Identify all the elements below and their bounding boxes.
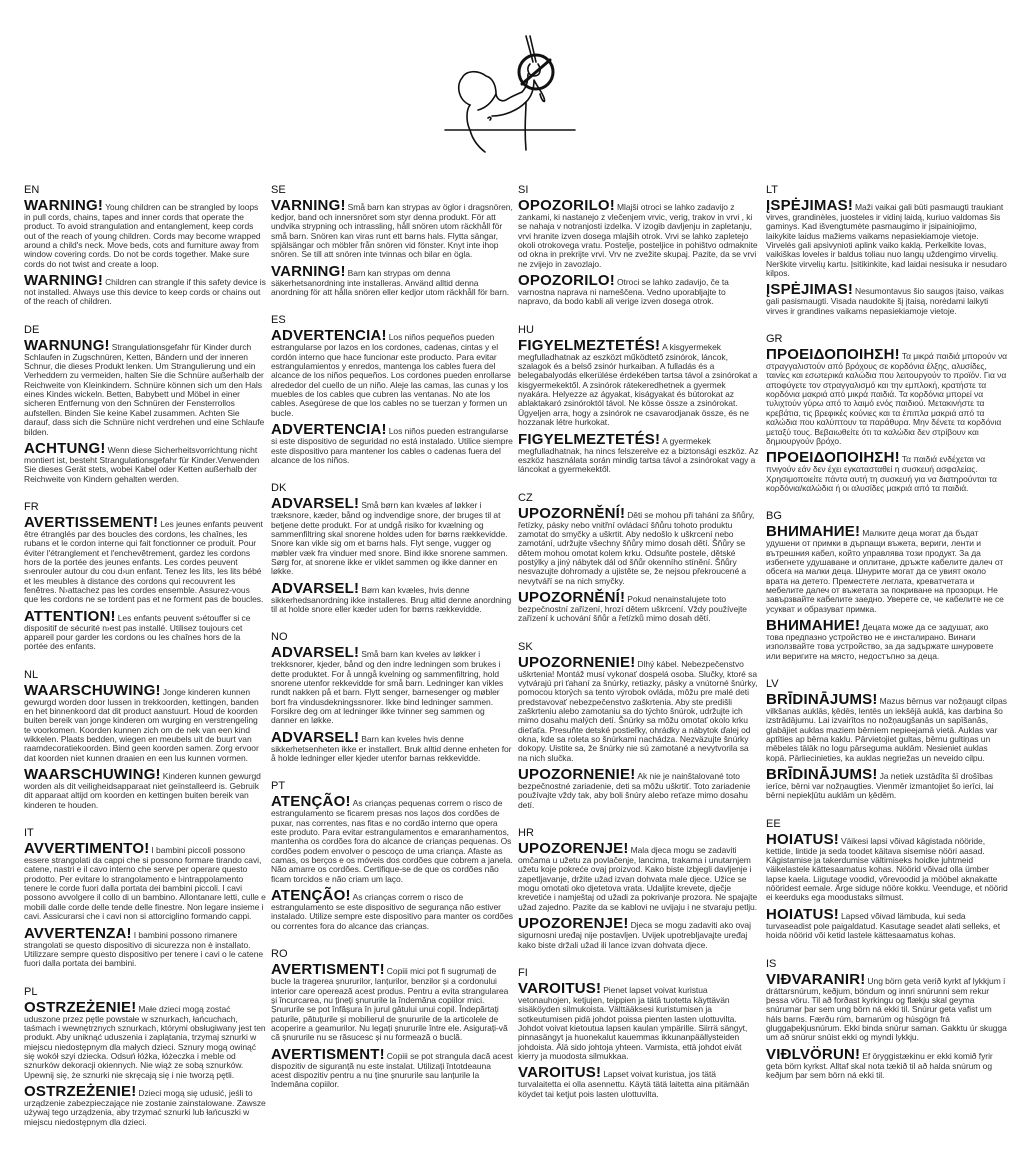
language-code: BG bbox=[766, 510, 782, 523]
warning-title: AVVERTENZA! bbox=[24, 924, 132, 942]
warning-title: ATENÇÃO! bbox=[271, 887, 351, 905]
warning-paragraph bbox=[24, 199, 266, 269]
warning-text: Τα παιδιά ενδέχεται να πνιγούν εάν δεν έχει εγκατασταθεί η συσκευή ασφαλείας. Χρησιμοποιείτε πάντα αυτή τη συσκευή για να διατηρούνται τα κορδόνια/καλώδια ή οι αλυσίδες μακριά από τα παιδιά. bbox=[766, 454, 997, 493]
warning-paragraph bbox=[766, 348, 1008, 446]
warning-text: Copiii mici pot fi sugrumați de bucle la tragerea șnururilor, lanțurilor, benzilor și a cordonului interior care operează acest produs. Pentru a evita strangularea și încurcarea, nu țineți șnururile la îndemâna copiilor mici. Șnururile se pot înfășura în jurul gâtului unui copil. Îndepărtați paturile, pătuțurile și mobilierul de șnururile de la articolele de acoperire a geamurilor. Nu legați șnururile între ele. Asigurați-vă că șnururile nu se răsucesc și nu formează o buclă. bbox=[271, 966, 509, 1043]
warning-text: Małe dzieci mogą zostać uduszone przez pętle powstałe w sznurkach, łańcuchach, taśmach i wewnętrznych sznurkach, którymi obsługiwany jest ten produkt. Aby uniknąć uduszenia i zaplątania, trzymaj sznurki w miejscu niedostępnym dla małych dzieci. Sznury mogą owinąć się wokół szyi dziecka. Odsuń łóżka, łóżeczka i meble od sznurków dekoracji okiennych. Nie wiąż ze sobą sznurków. Upewnij się, że sznurki nie skręcają się i nie tworzą pętli. bbox=[24, 1003, 266, 1080]
language-code: EN bbox=[24, 184, 40, 196]
language-section-it bbox=[24, 827, 266, 973]
warning-text: Børn kan kvæles, hvis denne sikkerhedsanordning ikke installeres. Brug altid denne anordning til at holde snore eller kæder uden for børns rækkevidde. bbox=[271, 584, 512, 614]
warning-title: ВНИМАНИЕ! bbox=[766, 616, 861, 634]
warning-title: WARNING! bbox=[24, 197, 104, 214]
language-section-no bbox=[271, 631, 513, 768]
warning-paragraph bbox=[271, 329, 513, 418]
warning-text: I bambini piccoli possono essere strangolati da cappi che si possono formare tirando cavi, catene, nastri e il cavo interno che serve per operare questo prodotto. Per evitare lo strangolamento e l›intrappolamento tenere le corde fuori dalla portata dei bambini piccoli. I cavi possono avvolgere il collo di un bambino. Allontanare letti, culle e mobili dalle corde delle tende delle finestre. Non legare insieme i cavi. Assicurarsi che i cavi non si attorciglino formando cappi. bbox=[24, 845, 266, 922]
language-section-de bbox=[24, 324, 266, 489]
warning-paragraph bbox=[766, 283, 1008, 316]
warning-paragraph bbox=[518, 842, 760, 912]
warning-paragraph bbox=[766, 970, 1008, 1043]
warning-paragraph bbox=[766, 768, 1008, 801]
warning-text: Τα μικρά παιδιά μπορούν να στραγγαλιστούν από βρόχους σε κορδόνια έλξης, αλυσίδες, ταινίες και εσωτερικά καλώδια που λειτουργούν το προϊόν. Για να αποφύγετε τον στραγγαλισμό και την εμπλοκή, κρατήστε τα κορδόνια μακριά από μικρά παιδιά. Τα κορδόνια μπορεί να τυλιχτούν γύρω από το λαιμό ενός παιδιού. Μετακινήστε τα κρεβάτια, τις βρεφικές κούνιες και τα έπιπλα μακριά από τα καλώδια που καλύπτουν τα παράθυρα. Μην δένετε τα κορδόνια μεταξύ τους. Βεβαιωθείτε ότι τα καλώδια δεν στρίβουν και δημιουργούν βρόχο. bbox=[766, 351, 1008, 446]
language-section-nl bbox=[24, 669, 266, 815]
language-section-is bbox=[766, 958, 1008, 1086]
warning-title: ADVARSEL! bbox=[271, 644, 360, 662]
warning-paragraph bbox=[24, 768, 266, 810]
warning-text: As crianças correm o risco de estrangulamento se este dispositivo de segurança não estiver instalado. Utilize sempre este dispositivo para manter os cordões ou correntes fora do alcance das crianças. bbox=[271, 892, 513, 931]
warning-title: BRĪDINĀJUMS! bbox=[766, 691, 878, 708]
warning-text: Ef öryggistækinu er ekki komið fyrir geta börn kyrkst. Alltaf skal nota tækið til að halda snúrum og keðjum þar sem börn ná ekki til. bbox=[766, 1050, 993, 1080]
warning-title: WARNING! bbox=[24, 272, 104, 290]
warning-paragraph bbox=[24, 1082, 266, 1127]
warning-text: Pienet lapset voivat kuristua vetonauhojen, ketjujen, teippien ja tätä tuotetta käyttävän sisäköyden silmukoista. Välttääksesi kuristumisen ja sotkeutumisen pidä johdot poissa pienten lasten ulottuvilta. Johdot voivat kietoutua lapsen kaulan ympärille. Siirrä sängyt, pinnasängyt ja huonekalut kauemmas ikkunanpäällysteiden johdoista. Älä sido johtoja yhteen. Varmista, että johdot eivät kierry ja muodosta silmukkaa. bbox=[518, 984, 748, 1061]
warning-text: As crianças pequenas correm o risco de estrangulamento se ficarem presas nos laços dos cordões de puxar, nas correntes, nas fitas e no cordão interno que opera este produto. Para evitar estrangulamentos e emaranhamentos, mantenha os cordões fora do alcance de crianças pequenas. Os cordões podem envolver o pescoço de uma criança. Afaste as camas, os berços e os móveis dos cordões que cobrem a janela. Não amarre os cordões. Certifique-se de que os cordões não ficam torcidos e não criam um laço. bbox=[271, 798, 513, 884]
language-code: IT bbox=[24, 827, 34, 840]
warning-title: ĮSPĖJIMAS! bbox=[766, 197, 854, 214]
warning-title: AVERTISSEMENT! bbox=[24, 513, 159, 531]
language-code: SI bbox=[518, 184, 529, 196]
warning-text: Lapset voivat kuristua, jos tätä turvalaitetta ei olla asennettu. Käytä tätä laitetta aina pitämään köydet tai ketjut pois lasten ulottuvilta. bbox=[518, 1069, 750, 1099]
warning-paragraph bbox=[24, 439, 266, 484]
warning-text: Los niños pueden estrangularse si este dispositivo de seguridad no está instalado. Utilice siempre este dispositivo para mantener los cables o cadenas fuera del alcance de los niños. bbox=[271, 426, 513, 465]
warning-text: Les enfants peuvent s›étouffer si ce dispositif de sécurité n›est pas installé. Utilisez toujours cet appareil pour garder les cordons ou les chaînes hors de la portée des enfants. bbox=[24, 612, 251, 652]
warning-title: ADVARSEL! bbox=[271, 495, 360, 513]
language-section-hr bbox=[518, 827, 760, 955]
warning-title: ATENÇÃO! bbox=[271, 793, 351, 811]
warning-paragraph bbox=[24, 998, 266, 1080]
warning-title: BRĪDINĀJUMS! bbox=[766, 766, 878, 784]
warning-document bbox=[0, 184, 1024, 1144]
language-section-bg bbox=[766, 510, 1008, 666]
warning-text: Jonge kinderen kunnen gewurgd worden door lussen in trekkoorden, kettingen, banden en het binnenkoord dat dit product aanstuurt. Houd de koorden buiten bereik van jonge kinderen om wurging en verstrengeling te voorkomen. Koorden kunnen zich om de nek van een kind wikkelen. Plaats bedden, wiegen en meubels uit de buurt van raamdecoratiekoorden. Bind geen koorden samen. Zorg ervoor dat koorden niet kunnen draaien en een lus kunnen vormen. bbox=[24, 686, 259, 763]
warning-text: Children can strangle if this safety device is not installed. Always use this device to keep cords or chains out of the reach of children. bbox=[24, 277, 266, 307]
language-code: PT bbox=[271, 780, 286, 793]
language-code: NO bbox=[271, 631, 288, 644]
warning-paragraph bbox=[24, 924, 266, 969]
warning-paragraph bbox=[518, 504, 760, 586]
warning-title: OPOZORILO! bbox=[518, 197, 615, 214]
language-code: GR bbox=[766, 333, 783, 346]
language-code: LT bbox=[766, 184, 779, 196]
warning-title: UPOZORENJE! bbox=[518, 915, 629, 933]
warning-text: Väikesi lapsi võivad kägistada nööride, kettide, lintide ja seda toodet käitava sisemise nööri aasad. Kägistamise ja takerdumise vältimiseks hoidke juhtmeid väikelastele kättesaamatus kohas. Nöörid võivad olla ümber lapse kaela. Liigutage voodid, võrevoodid ja mööbel aknakatte nööridest eemale. Ärge siduge nööre kokku. Veenduge, et nöörid ei keerduks ega moodustaks silmust. bbox=[766, 835, 1008, 903]
warning-title: FIGYELMEZTETÉS! bbox=[518, 336, 661, 354]
language-section-ro bbox=[271, 948, 513, 1094]
warning-text: I bambini possono rimanere strangolati se questo dispositivo di sicurezza non è installato. Utilizzare sempre questo dispositivo per tenere i cavi o le catene fuori dalla portata dei bambini. bbox=[24, 929, 264, 969]
warning-text: Děti se mohou při tahání za šňůry, řetízky, pásky nebo vnitřní ovládací šňůru tohoto produktu zamotat do smyčky a uškrtit. Aby nedošlo k uškrcení nebo zamotání, udržujte všechny šňůry mimo dosah dětí. Šňůry se dětem mohou omotat kolem krku. Odsuňte postele, dětské postýlky a jiný nábytek dál od šňůr okenního stínění. Šňůry nesvazujte dohromady a ujistěte se, že nejsou překroucené a nevytváří se na nich smyčky. bbox=[518, 509, 755, 586]
language-code: DE bbox=[24, 323, 40, 336]
warning-text: Dlhý kábel. Nebezpečenstvo uškrtenia! Montáž musí vykonať dospelá osoba. Slučky, ktoré sa vytvárajú pri ťahaní za šnúrky, retiazky, pásky a vnútorné šnúrky, pomocou ktorých sa tento výrobok ovláda, môžu pre malé deti predstavovať nebezpečenstvo zaškrtenia. Aby ste predišli zaškrteniu alebo zamotaniu sa do týchto šnúrok, udržujte ich mimo dosahu malých detí. Šnúrky sa môžu omotať okolo krku dieťaťa. Presuňte detské postieľky, ohrádky a nábytok ďalej od okna, kde sa roleta so šnúrkami nachádza. Nezväzujte šnúrky dokopy. Uistite sa, že šnúrky nie sú zamotané a nevytvorila sa na nich slučka. bbox=[518, 658, 758, 763]
warning-paragraph bbox=[24, 607, 266, 652]
warning-title: VARNING! bbox=[271, 262, 346, 280]
warning-title: AVERTISMENT! bbox=[271, 1045, 385, 1063]
warning-title: WAARSCHUWING! bbox=[24, 681, 161, 699]
warning-paragraph bbox=[271, 262, 513, 298]
language-code: EE bbox=[766, 817, 781, 830]
warning-text: Mlajši otroci se lahko zadavijo z zankami, ki nastanejo z vlečenjem vrvic, verig, trakov in vrvi , ki se nahaja v notranjosti izdelka. V izogib davljenju in zapletanju, vrvi hranite izven dosega mlajših otrok. Vrvi se lahko zapletejo okoli otrokovega vratu. Postelje, posteljice in pohištvo odmaknite od okna in prekrijte vrvi. Vrv ne zvežite skupaj. Pazite, da se vrvi ne zvijejo in zavozlajo. bbox=[518, 202, 758, 269]
warning-text: Ja netiek uzstādīta šī drošības ierīce, bērni var nožņaugties. Vienmēr izmantojiet šo ierīci, lai bērni nepiekļūtu auklām un ķēdēm. bbox=[766, 771, 994, 801]
warning-text: Copiii se pot strangula dacă acest dispozitiv de siguranță nu este instalat. Utilizați întotdeauna acest dispozitiv pentru a nu ține șnururile sau lanțurile la îndemâna copiilor. bbox=[271, 1050, 513, 1090]
column-3 bbox=[518, 184, 760, 1116]
warning-text: Barn kan strypas om denna säkerhetsanordning inte installeras. Använd alltid denna anordning för att hålla snören eller kedjor utom räckhåll för barn. bbox=[271, 267, 510, 298]
language-section-pl bbox=[24, 986, 266, 1132]
warning-title: VAROITUS! bbox=[518, 1064, 602, 1082]
warning-text: Ung börn geta verið kyrkt af lykkjum í dráttarsnúrum, keðjum, böndum og innri snúrunni sem rekur þessa vöru. Til að forðast kyrkingu og flækju skal geyma snúrurnar þar sem ung börn ná ekki til. Snúrur geta vafist um háls barns. Færðu rúm, barnarúm og húsgögn frá gluggaþekjusnúrum. Ekki binda snúrur saman. Gakktu úr skugga um að snúrur snúist ekki og myndi lykkju. bbox=[766, 975, 1007, 1043]
language-section-fi bbox=[518, 967, 760, 1104]
warning-paragraph bbox=[766, 830, 1008, 903]
language-code: NL bbox=[24, 668, 39, 681]
warning-paragraph bbox=[271, 646, 513, 725]
language-code: CZ bbox=[518, 491, 533, 504]
warning-text: Децата може да се задушат, ако това предпазно устройство не е инсталирано. Винаги използвайте това устройство, за да задържате шнуровете или веригите на място, недостъпно за деца. bbox=[766, 621, 994, 661]
warning-title: VAROITUS! bbox=[518, 979, 602, 997]
language-code: RO bbox=[271, 948, 288, 961]
warning-title: VARNING! bbox=[271, 197, 346, 214]
warning-title: OSTRZEŻENIE! bbox=[24, 1082, 137, 1100]
warning-text: Wenn diese Sicherheitsvorrichtung nicht montiert ist, besteht Strangulationsgefahr für Kinder.Verwenden Sie dieses Gerät stets, wobei Kabel oder Ketten außerhalb der Reichweite von Kindern gehalten werden. bbox=[24, 444, 260, 484]
warning-title: VIÐVARANIR! bbox=[766, 970, 866, 988]
warning-text: Los niños pequeños pueden estrangularse por lazos en los cordones, cadenas, cintas y el cordón interno que hace funcionar este producto. Para evitar estrangulamientos y enredos, mantenga los cables fuera del alcance de los niños pequeños. Los cordones pueden enrollarse alrededor del cuello de un niño. Aleje las camas, las cunas y los muebles de los cables que cubren las ventanas. No ate los cables. Asegúrese de que los cables no se tuerzan y formen un bucle. bbox=[271, 332, 511, 418]
language-section-cz bbox=[518, 492, 760, 629]
language-section-fr bbox=[24, 501, 266, 657]
language-section-lt bbox=[766, 184, 1008, 321]
language-section-si bbox=[518, 184, 760, 312]
language-code: LV bbox=[766, 678, 779, 690]
warning-title: ADVARSEL! bbox=[271, 728, 360, 746]
warning-title: OSTRZEŻENIE! bbox=[24, 998, 137, 1016]
language-section-hu bbox=[518, 324, 760, 480]
warning-paragraph bbox=[518, 588, 760, 624]
warning-text: Les jeunes enfants peuvent être étranglés par des boucles des cordons, les chaînes, les rubans et le cordon interne qui fait fonctionner ce produit. Pour éviter l'étranglement et l'enchevêtrement, gardez les cordons hors de la portée des jeunes enfants. Les cordes peuvent s›enrouler autour du cou d›un enfant. Tenez les lits, les lits bébé et les meubles à distance des cordons qui recouvrent les fenêtres. N›attachez pas les cordes ensemble. Assurez-vous que les cordons ne se tordent pas et ne forment pas de boucles. bbox=[24, 518, 264, 605]
language-section-es bbox=[271, 314, 513, 470]
warning-title: HOIATUS! bbox=[766, 830, 839, 848]
warning-paragraph bbox=[271, 963, 513, 1042]
warning-text: A kisgyermekek megfulladhatnak az eszközt működtető zsinórok, láncok, szalagok és a belső zsinór hurkaiban. A fulladás és a belegabalyodás elkerülése érdekében tartsa távol a zsinórokat a kisgyermekektől. A zsinórok rátekeredhetnek a gyermek nyakára. Helyezze az ágyakat, kiságyakat és bútorokat az ablaktakaró zsinóroktól távol. Ne kösse össze a zsinórokat. Ügyeljen arra, hogy a zsinórok ne csavarodjanak össze, és ne hozzanak létre hurkokat. bbox=[518, 341, 758, 428]
warning-title: AVERTISMENT! bbox=[271, 961, 385, 979]
child-reaching-cord-prohibited-icon bbox=[430, 30, 600, 165]
warning-text: Kinderen kunnen gewurgd worden als dit veiligheidsapparaat niet geïnstalleerd is. Gebruik dit apparaat altijd om koorden en kettingen buiten bereik van kinderen te houden. bbox=[24, 771, 261, 810]
language-section-lv bbox=[766, 678, 1008, 806]
warning-title: ATTENTION! bbox=[24, 607, 116, 625]
warning-title: UPOZORNĚNÍ! bbox=[518, 588, 626, 606]
warning-paragraph bbox=[766, 1045, 1008, 1081]
warning-text: Maži vaikai gali būti pasmaugti traukiant virves, grandinėles, juosteles ir vidinį laidą, kuriuo valdomas šis gaminys. Kad išvengtumėte pasmaugimo ir įsipainiojimo, laikykite laidus mažiems vaikams nepasiekiamoje vietoje. Virvelės gali apsivynioti aplink vaiko kaklą. Perkelkite lovas, vaikiškas loveles ir baldus toliau nuo langų uždengimo virvelių. Nerškite virvelių kartu. Įsitikinkite, kad laidai nesisuka ir nesudaro kilpos. bbox=[766, 202, 1007, 279]
warning-text: Lapsed võivad lämbuda, kui seda turvaseadist pole paigaldatud. Kasutage seadet alati selleks, et hoida nöörid või ketid lastele kättesaamatus kohas. bbox=[766, 910, 1001, 941]
warning-paragraph bbox=[518, 917, 760, 950]
warning-paragraph bbox=[766, 616, 1008, 661]
language-code: FI bbox=[518, 966, 528, 979]
warning-paragraph bbox=[518, 768, 760, 810]
warning-title: UPOZORENJE! bbox=[518, 840, 629, 858]
language-code: FR bbox=[24, 500, 39, 513]
warning-title: AVVERTIMENTO! bbox=[24, 840, 150, 858]
warning-title: ADVARSEL! bbox=[271, 579, 360, 597]
column-2 bbox=[271, 184, 513, 1107]
warning-paragraph bbox=[24, 681, 266, 763]
warning-text: Små barn kan strypas av öglor i dragsnören, kedjor, band och innersnöret som styr denna produkt. För att undvika strypning och intrassling, håll snören utom räckhåll för små barn. Snören kan viras runt ett barns hals. Flytta sängar, spjälsängar och möbler från snören vid fönster. Knyt inte ihop snören. Se till att snören inte tvinnas och bilar en ögla. bbox=[271, 202, 513, 260]
language-code: PL bbox=[24, 985, 38, 998]
warning-title: WARNUNG! bbox=[24, 336, 110, 354]
warning-title: OPOZORILO! bbox=[518, 272, 615, 290]
warning-paragraph bbox=[271, 795, 513, 884]
warning-text: A gyermekek megfulladhatnak, ha nincs felszerelve ez a biztonsági eszköz. Az eszköz használata során mindig tartsa távol a zsinórokat vagy a láncokat a gyermekektől. bbox=[518, 435, 759, 475]
warning-text: Mala djeca mogu se zadaviti omčama u užetu za povlačenje, lancima, trakama i unutarnjem užetu koje pokreće ovaj proizvod. Kako biste izbjegli davljenje i zapetljavanje, držite užad izvan dohvata male djece. Užice se mogu omotati oko djetetova vrata. Udaljite krevete, dječje krevetiće i namještaj od užadi za pokrivanje prozora. Ne spajajte užad zajedno. Pazite da se kablovi ne uvijaju i ne stvaraju petlju. bbox=[518, 845, 758, 912]
warning-paragraph bbox=[766, 693, 1008, 763]
warning-text: Nesumontavus šio saugos įtaiso, vaikas gali pasismaugti. Visada naudokite šį įtaisą, norėdami laikyti virves ir grandines vaikams nepasiekiamoje vietoje. bbox=[766, 286, 1004, 316]
warning-title: ВНИМАНИЕ! bbox=[766, 523, 861, 541]
language-section-dk bbox=[271, 482, 513, 619]
warning-text: Barn kan kveles hvis denne sikkerhetsenheten ikke er installert. Bruk alltid denne enheten for å holde ledninger eller kjeder utenfor barnas rekkevidde. bbox=[271, 733, 512, 764]
warning-paragraph bbox=[518, 336, 760, 428]
column-1 bbox=[24, 184, 266, 1144]
language-code: SE bbox=[271, 184, 286, 196]
language-code: DK bbox=[271, 482, 287, 495]
warning-text: Små barn kan kveles av løkker i trekksnorer, kjeder, bånd og den indre ledningen som brukes i dette produktet. For å unngå kvelning og sammenfiltring, hold snorene utenfor rekkevidde for små barn. Ledninger kan vikles rundt nakken på et barn. Flytt senger, barnesenger og møbler bort fra vindusdekningssnorer. Ikke bind ledninger sammen. Forsikre deg om at ledninger ikke tvinner seg sammen og danner en løkke. bbox=[271, 649, 504, 726]
language-section-ee bbox=[766, 818, 1008, 946]
warning-text: Mazus bērnus var nožņaugt cilpas vilkšanas auklās, ķēdēs, lentēs un iekšējā auklā, kas darbina šo izstrādājumu. Lai izvairītos no nožņaugšanās un sapīšanās, glabājiet auklas maziem bērniem nepieejamā vietā. Auklas var aptīties ap bērna kaklu. Pārvietojiet gultas, bērnu gultiņas un mēbeles tālāk no logu pārseguma auklām. Nesieniet auklas kopā. Pārliecinieties, ka auklas negriežas un neveido cilpu. bbox=[766, 696, 1007, 763]
warning-text: Strangulationsgefahr für Kinder durch Schlaufen in Zugschnüren, Ketten, Bändern und der inneren Schnur, die dieses Produkt lenken. Um Strangulierung und ein Verheddern zu vermeiden, halten Sie die Schnüre außerhalb der Reichweite von Kleinkindern. Schnüre können sich um den Hals eines Kindes wickeln. Betten, Babybett und Möbel in einer sicheren Entfernung von den Schnüren der Fensterrollos aufstellen. Binden Sie keine Kabel zusammen. Achten Sie darauf, dass sich die Schnüre nicht verdrehen und eine Schlaufe bilden. bbox=[24, 341, 265, 437]
warning-paragraph bbox=[518, 653, 760, 763]
warning-title: UPOZORNĚNÍ! bbox=[518, 504, 626, 522]
language-code: SK bbox=[518, 640, 533, 653]
warning-text: Young children can be strangled by loops in pull cords, chains, tapes and inner cords that operate the product. To avoid strangulation and entanglement, keep cords out of the reach of young children. Cords may become wrapped around a child's neck. Move beds, cots and furniture away from window covering cords. Do not be cords together. Make sure cords do not twist and create a loop. bbox=[24, 202, 261, 269]
warning-paragraph bbox=[271, 497, 513, 576]
column-4 bbox=[766, 184, 1008, 1097]
warning-title: ADVERTENCIA! bbox=[271, 421, 387, 439]
warning-paragraph bbox=[766, 525, 1008, 614]
warning-title: WAARSCHUWING! bbox=[24, 766, 161, 784]
warning-title: ΠΡΟΕΙΔΟΠΟΙΗΣΗ! bbox=[766, 449, 900, 467]
language-section-sk bbox=[518, 641, 760, 815]
warning-paragraph bbox=[24, 842, 266, 921]
language-code: ES bbox=[271, 314, 286, 327]
warning-paragraph bbox=[271, 1045, 513, 1090]
warning-paragraph bbox=[24, 336, 266, 437]
warning-text: Малките деца могат да бъдат удушени от примки в дърпащи въжета, вериги, ленти и вътрешния кабел, който управлява този продукт. За да избегнете удушаване и оплитане, дръжте кабелите далеч от обсега на малки деца. Шнурите могат да се увият около врата на детето. Преместете леглата, креватчетата и мебелите далеч от въжетата за покриване на прозорци. Не завързвайте кабелите заедно. Уверете се, че кабелите не се усукват и образуват примка. bbox=[766, 528, 1004, 614]
language-code: HU bbox=[518, 323, 534, 336]
warning-title: FIGYELMEZTETÉS! bbox=[518, 430, 661, 448]
warning-title: UPOZORNENIE! bbox=[518, 653, 636, 671]
warning-title: VIÐLVÖRUN! bbox=[766, 1045, 861, 1063]
language-section-gr bbox=[766, 333, 1008, 498]
warning-text: Otroci se lahko zadavijo, če ta varnostna naprava ni nameščena. Vedno uporabljajte to napravo, da bodo kabli ali verige izven dosega otrok. bbox=[518, 277, 729, 307]
warning-text: Pokud nenainstalujete toto bezpečnostní zařízení, hrozí dětem uškrcení. Vždy používejte zařízení k uchování šňůr a řetízků mimo dosah dětí. bbox=[518, 593, 747, 624]
warning-paragraph bbox=[518, 1066, 760, 1099]
warning-paragraph bbox=[766, 905, 1008, 941]
warning-paragraph bbox=[271, 889, 513, 931]
warning-paragraph bbox=[766, 199, 1008, 278]
warning-text: Djeca se mogu zadaviti ako ovaj sigurnosni uređaj nije postavljen. Uvijek upotrebljavajte uređaj kako biste držali užad ili lance izvan dohvata djece. bbox=[518, 920, 751, 950]
warning-paragraph bbox=[271, 423, 513, 465]
warning-title: HOIATUS! bbox=[766, 905, 839, 923]
warning-title: ĮSPĖJIMAS! bbox=[766, 281, 854, 299]
warning-paragraph bbox=[271, 579, 513, 615]
warning-paragraph bbox=[766, 451, 1008, 493]
warning-title: ACHTUNG! bbox=[24, 439, 106, 457]
language-code: HR bbox=[518, 827, 534, 840]
warning-text: Dzieci mogą się udusić, jeśli to urządzenie zabezpieczające nie zostanie zainstalowane. Zawsze używaj tego urządzenia, aby trzymać sznurki lub łańcuszki w miejscu niedostępnym dla dzieci. bbox=[24, 1087, 266, 1127]
warning-paragraph bbox=[271, 199, 513, 260]
language-section-pt bbox=[271, 780, 513, 936]
warning-paragraph bbox=[24, 274, 266, 307]
warning-title: ΠΡΟΕΙΔΟΠΟΙΗΣΗ! bbox=[766, 346, 900, 364]
language-section-se bbox=[271, 184, 513, 302]
language-code: IS bbox=[766, 957, 777, 970]
warning-title: ADVERTENCIA! bbox=[271, 327, 387, 345]
warning-paragraph bbox=[271, 728, 513, 764]
language-section-en bbox=[24, 184, 266, 312]
warning-paragraph bbox=[518, 199, 760, 269]
warning-paragraph bbox=[518, 430, 760, 475]
warning-paragraph bbox=[24, 513, 266, 605]
warning-text: Små børn kan kvæles af løkker i træksnore, kæder, bånd og indvendige snore, der bruges til at betjene dette produkt. For at undgå risiko for kvælning og sammenfiltring skal snorene holdes uden for børns rækkevidde. Snore kan vikle sig om et barns hals. Flyt senge, vugger og møbler væk fra vinduer med snore. Bind ikke snorene sammen. Sørg for, at snorene ikke er viklet sammen og ikke danner en løkke. bbox=[271, 500, 508, 577]
warning-paragraph bbox=[518, 274, 760, 307]
warning-paragraph bbox=[518, 979, 760, 1061]
warning-title: UPOZORNENIE! bbox=[518, 766, 636, 784]
warning-text: Ak nie je nainštalované toto bezpečnostné zariadenie, deti sa môžu uškrtiť. Toto zariadenie používajte vždy tak, aby boli šnúry alebo reťaze mimo dosahu detí. bbox=[518, 771, 751, 810]
